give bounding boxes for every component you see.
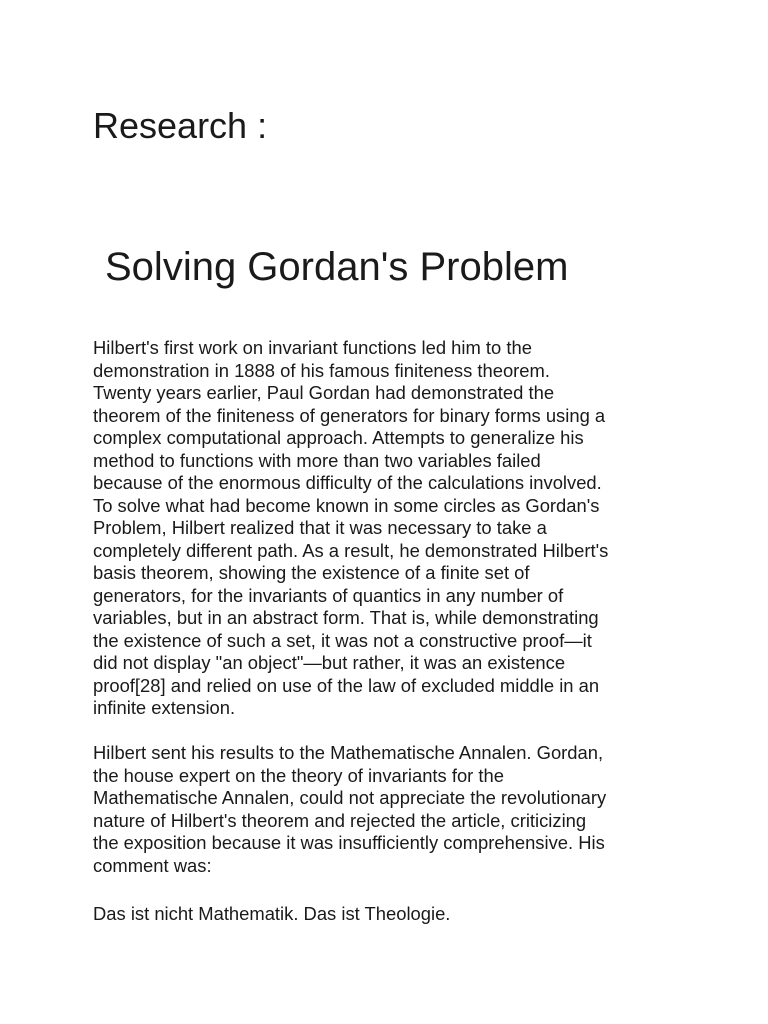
text-line: the house expert on the theory of invariants for the <box>93 764 504 786</box>
paragraph-annalen-submission <box>93 742 683 877</box>
text-line: Problem, Hilbert realized that it was necessary to take a <box>93 517 547 538</box>
text-line: because of the enormous difficulty of the calculations involved. <box>93 472 602 493</box>
text-line: the exposition because it was insufficiently comprehensive. His <box>93 832 605 853</box>
text-line: did not display "an object"—but rather, it was an existence <box>93 652 566 673</box>
text-line: theorem of the finiteness of generators for binary forms using a <box>93 404 606 426</box>
text-line: comment was: <box>93 854 212 876</box>
section-heading: Research : <box>93 105 268 146</box>
text-line: method to functions with more than two variables failed <box>93 449 541 471</box>
text-line: infinite extension. <box>93 697 236 718</box>
paragraph-finiteness-theorem <box>93 337 683 720</box>
text-line: Hilbert sent his results to the Mathematische Annalen. Gordan, <box>93 742 604 763</box>
text-line: basis theorem, showing the existence of a finite set of <box>93 562 530 583</box>
text-line: Twenty years earlier, Paul Gordan had demonstrated the <box>93 382 555 403</box>
text-line: complex computational approach. Attempts to generalize his <box>93 427 584 448</box>
paragraph-quote <box>93 903 683 926</box>
text-line: Hilbert's first work on invariant functions led him to the <box>93 337 532 358</box>
text-line: variables, but in an abstract form. That is, while demonstrating <box>93 607 599 628</box>
text-line: Mathematische Annalen, could not appreciate the revolutionary <box>93 787 607 808</box>
text-line: completely different path. As a result, he demonstrated Hilbert's <box>93 539 609 561</box>
text-line: the existence of such a set, it was not a constructive proof—it <box>93 629 592 651</box>
text-line: Das ist nicht Mathematik. Das ist Theologie. <box>93 903 451 924</box>
text-line: proof[28] and relied on use of the law of excluded middle in an <box>93 674 600 696</box>
text-line: generators, for the invariants of quantics in any number of <box>93 584 564 606</box>
text-line: demonstration in 1888 of his famous finiteness theorem. <box>93 359 550 381</box>
text-line: nature of Hilbert's theorem and rejected the article, criticizing <box>93 809 587 831</box>
page-title: Solving Gordan's Problem <box>105 245 569 289</box>
text-line: To solve what had become known in some circles as Gordan's <box>93 494 600 516</box>
